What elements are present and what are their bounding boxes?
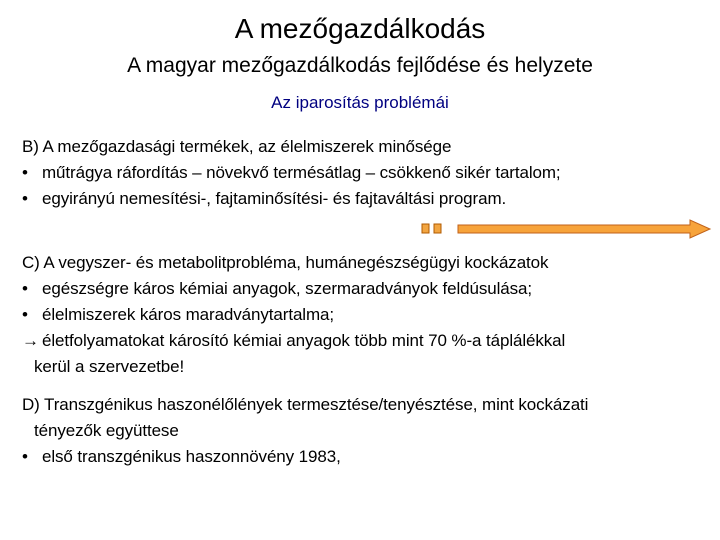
section-d	[22, 392, 712, 470]
list-item	[22, 444, 712, 470]
list-item	[22, 302, 712, 328]
list-item	[22, 276, 712, 302]
list-item-text: első transzgénikus haszonnövény 1983,	[42, 447, 341, 466]
section-d-heading: D) Transzgénikus haszonélőlények termesztése/tenyésztése, mint kockázati	[22, 395, 589, 414]
section-heading: Az iparosítás problémái	[271, 93, 449, 112]
list-item-text: egyirányú nemesítési-, fajtaminősítési- és fajtaváltási program.	[42, 189, 507, 208]
small-square-icon	[422, 224, 429, 233]
bullet-icon: •	[22, 447, 28, 466]
section-b-heading: B) A mezőgazdasági termékek, az élelmiszerek minősége	[22, 137, 452, 156]
arrow-item	[22, 328, 712, 354]
list-item-text: élelmiszerek káros maradványtartalma;	[42, 305, 335, 324]
list-item	[22, 186, 712, 212]
right-arrow-icon	[458, 220, 710, 238]
section-d-heading-continuation: tényezők együttese	[34, 421, 179, 440]
bullet-icon: •	[22, 189, 28, 208]
list-item	[22, 160, 712, 186]
section-c	[22, 250, 712, 380]
arrow-item-continuation: kerül a szervezetbe!	[34, 357, 185, 376]
bullet-icon: •	[22, 163, 28, 182]
arrow-decoration	[414, 218, 714, 240]
arrow-icon: →	[22, 331, 39, 350]
bullet-icon: •	[22, 279, 28, 298]
section-b	[22, 134, 712, 212]
bullet-icon: •	[22, 305, 28, 324]
list-item-text: egészségre káros kémiai anyagok, szermaradványok feldúsulása;	[42, 279, 532, 298]
slide-subtitle: A magyar mezőgazdálkodás fejlődése és helyzete	[127, 54, 593, 77]
arrow-item-text: életfolyamatokat károsító kémiai anyagok több mint 70 %-a táplálékkal	[42, 331, 566, 350]
slide-title: A mezőgazdálkodás	[234, 13, 486, 44]
small-square-icon	[434, 224, 441, 233]
section-c-heading: C) A vegyszer- és metabolitprobléma, humánegészségügyi kockázatok	[22, 253, 549, 272]
list-item-text: műtrágya ráfordítás – növekvő termésátlag – csökkenő sikér tartalom;	[42, 163, 561, 182]
